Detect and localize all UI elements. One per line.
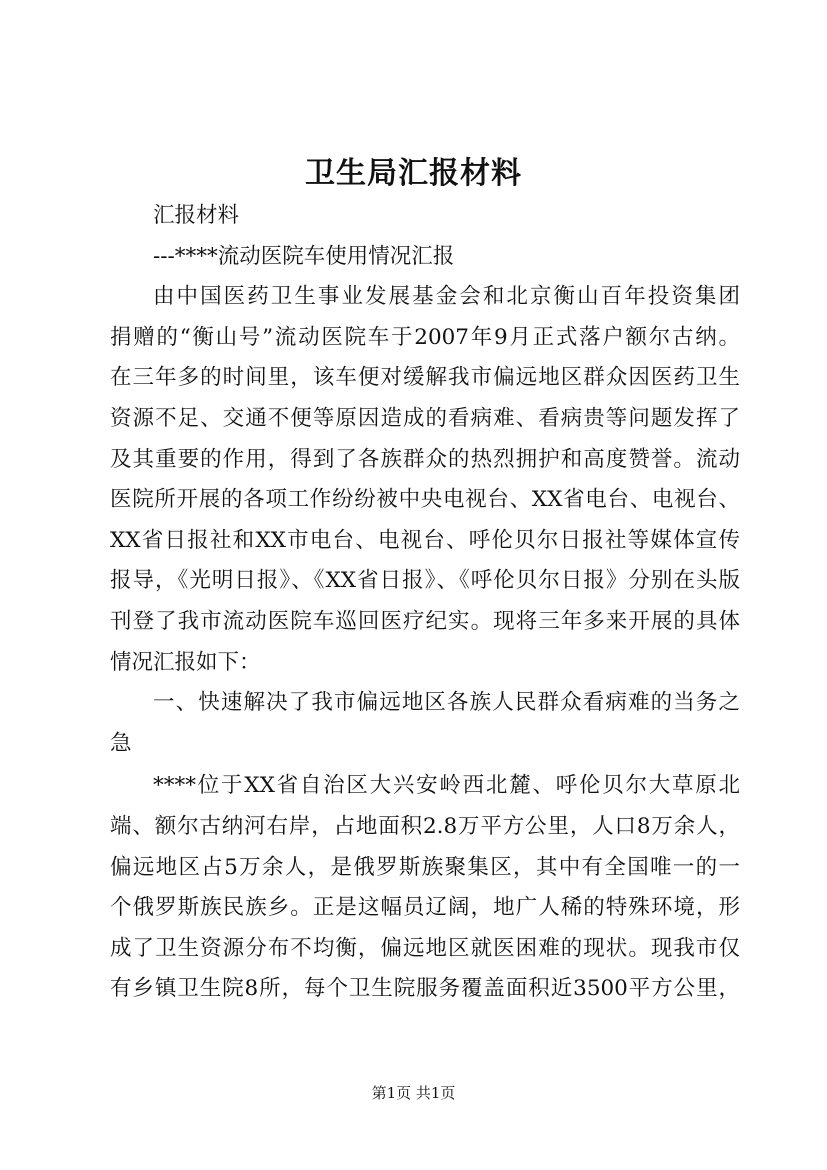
paragraph-line: 个俄罗斯族民族乡。正是这幅员辽阔，地广人稀的特殊环境，形 — [110, 895, 740, 921]
section-heading: 一、快速解决了我市偏远地区各族人民群众看病难的当务之 — [153, 690, 740, 716]
paragraph-line: 资源不足、交通不便等原因造成的看病难、看病贵等问题发挥了 — [110, 405, 740, 431]
paragraph-line: XX省日报社和XX市电台、电视台、呼伦贝尔日报社等媒体宣传 — [110, 527, 740, 553]
paragraph-line: 偏远地区占5万余人，是俄罗斯族聚集区，其中有全国唯一的一 — [110, 854, 740, 880]
paragraph-line: 捐赠的“衡山号”流动医院车于2007年9月正式落户额尔古纳。 — [110, 324, 740, 350]
paragraph-line: 及其重要的作用，得到了各族群众的热烈拥护和高度赞誉。流动 — [110, 446, 740, 472]
document-body — [110, 196, 740, 1010]
paragraph-line: 由中国医药卫生事业发展基金会和北京衡山百年投资集团 — [153, 284, 740, 310]
section-label: 汇报材料 — [153, 203, 240, 228]
paragraph-line: 报导，《光明日报》、《XX省日报》、《呼伦贝尔日报》分别在头版 — [110, 568, 740, 594]
paragraph-line: 有乡镇卫生院8所，每个卫生院服务覆盖面积近3500平方公里， — [110, 976, 740, 1002]
paragraph-line: ****位于XX省自治区大兴安岭西北麓、呼伦贝尔大草原北 — [153, 773, 740, 799]
paragraph-line: 医院所开展的各项工作纷纷被中央电视台、XX省电台、电视台、 — [110, 487, 740, 513]
section-heading: 急 — [110, 730, 132, 756]
paragraph-line: 在三年多的时间里，该车便对缓解我市偏远地区群众因医药卫生 — [110, 365, 740, 391]
paragraph-line: 刊登了我市流动医院车巡回医疗纪实。现将三年多来开展的具体 — [110, 608, 740, 634]
document-title: 卫生局汇报材料 — [305, 156, 522, 191]
page-number: 第1页 共1页 — [371, 1084, 456, 1102]
paragraph-line: 端、额尔古纳河右岸，占地面积2.8万平方公里，人口8万余人， — [110, 813, 740, 839]
subtitle: ---****流动医院车使用情况汇报 — [153, 243, 455, 269]
paragraph-line: 情况汇报如下： — [110, 649, 261, 675]
paragraph-line: 成了卫生资源分布不均衡，偏远地区就医困难的现状。现我市仅 — [110, 935, 740, 961]
